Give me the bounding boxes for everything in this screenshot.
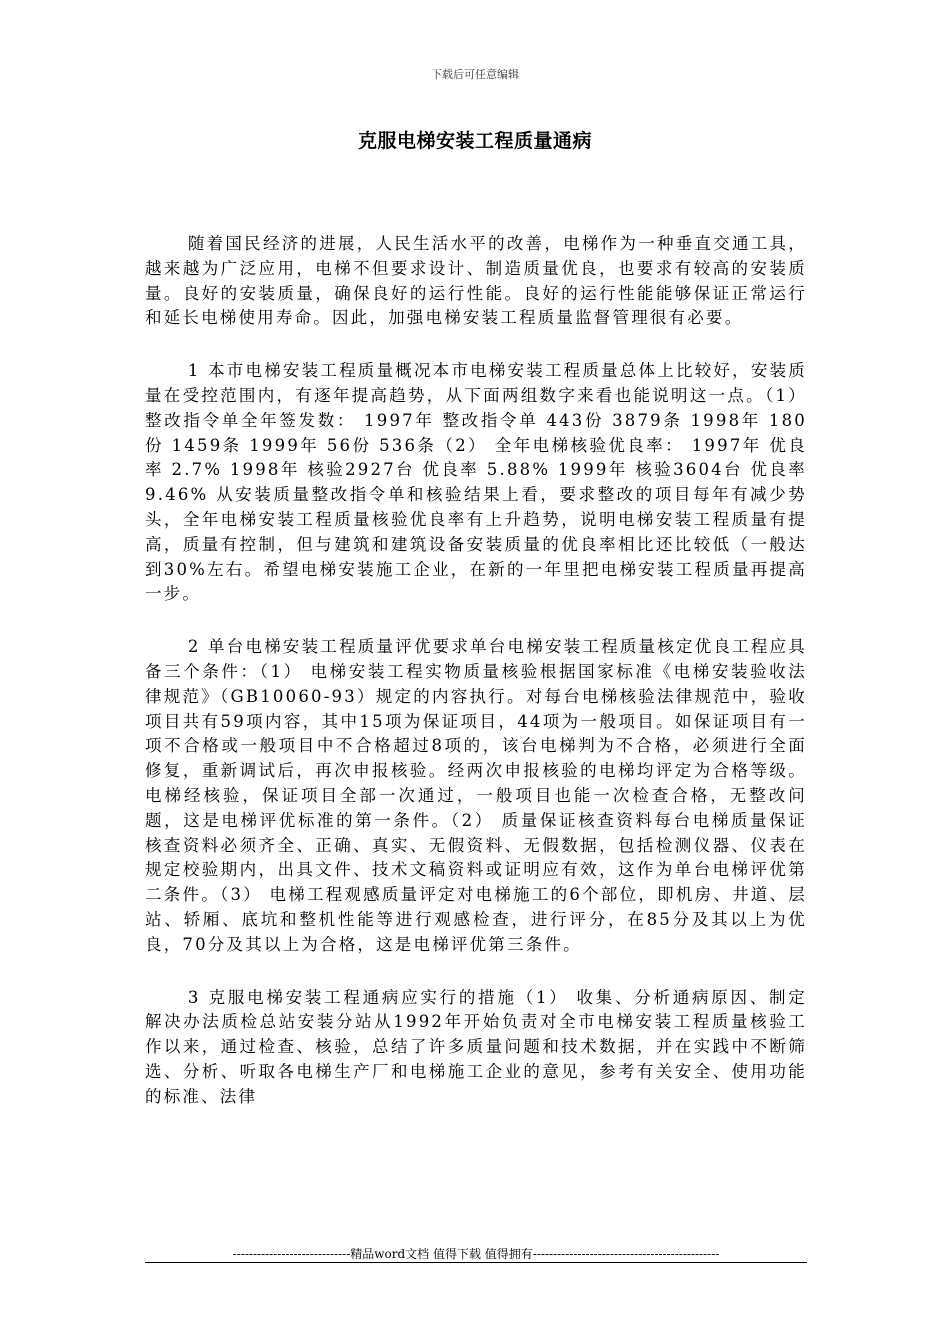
paragraph-intro: 随着国民经济的进展，人民生活水平的改善，电梯作为一种垂直交通工具，越来越为广泛应用，电梯不但要求设计、制造质量优良，也要求有较高的安装质量。良好的安装质量，确保良好的运行性能。良好的运行性能能够保证正常运行和延长电梯使用寿命。因此，加强电梯安装工程质量监督管理很有必要。 [145,234,807,328]
document-body [145,232,807,1138]
paragraph-section-2: 2 单台电梯安装工程质量评优要求单台电梯安装工程质量核定优良工程应具备三个条件：（1） 电梯安装工程实物质量核验根据国家标准《电梯安装验收法律规范》（GB10060-93）规定的内容执行。对每台电梯核验法律规范中，验收项目共有59项内容，其中15项为保证项目，44项为一般项目。如保证项目有一项不合格或一般项目中不合格超过8项的，该台电梯判为不合格，必须进行全面修复，重新调试后，再次申报核验。经两次申报核验的电梯均评定为合格等级。电梯经核验，保证项目全部一次通过，一般项目也能一次检查合格，无整改问题，这是电梯评优标准的第一条件。（2） 质量保证核查资料每台电梯质量保证核查资料必须齐全、正确、真实、无假资料、无假数据，包括检测仪器、仪表在规定校验期内，出具文件、技术文稿资料或证明应有效，这作为单台电梯评优第二条件。（3） 电梯工程观感质量评定对电梯施工的6个部位，即机房、井道、层站、轿厢、底坑和整机性能等进行观感检查，进行评分，在85分及其以上为优良，70分及其以上为合格，这是电梯评优第三条件。 [145,637,807,954]
paragraph-section-3: 3 克服电梯安装工程通病应实行的措施（1） 收集、分析通病原因、制定解决办法质检总站安装分站从1992年开始负责对全市电梯安装工程质量核验工作以来，通过检查、核验，总结了许多质量问题和技术数据，并在实践中不断筛选、分析、听取各电梯生产厂和电梯施工企业的意见，参考有关安全、使用功能的标准、法律 [145,987,807,1106]
document-title: 克服电梯安装工程质量通病 [357,130,592,152]
page-footer: -----------------------------精品word文档 值得下载 值得拥有---------------------------------------------- [232,1247,720,1261]
page-header: 下载后可任意编辑 [431,68,519,81]
paragraph-section-1: 1 本市电梯安装工程质量概况本市电梯安装工程质量总体上比较好，安装质量在受控范围内，有逐年提高趋势，从下面两组数字来看也能说明这一点。（1） 整改指令单全年签发数： 1997年 整改指令单 443份 3879条 1998年 180份 1459条 1999年 56份 536条（2） 全年电梯核验优良率： 1997年 优良率 2.7% 1998年 核验2927台 优良率 5.88% 1999年 核验3604台 优良率 9.46% 从安装质量整改指令单和核验结果上看，要求整改的项目每年有减少势头，全年电梯安装工程质量核验优良率有上升趋势，说明电梯安装工程质量有提高，质量有控制，但与建筑和建筑设备安装质量的优良率相比还比较低（一般达到30%左右。希望电梯安装施工企业，在新的一年里把电梯安装工程质量再提高一步。 [145,361,807,604]
footer-divider [145,1262,807,1263]
